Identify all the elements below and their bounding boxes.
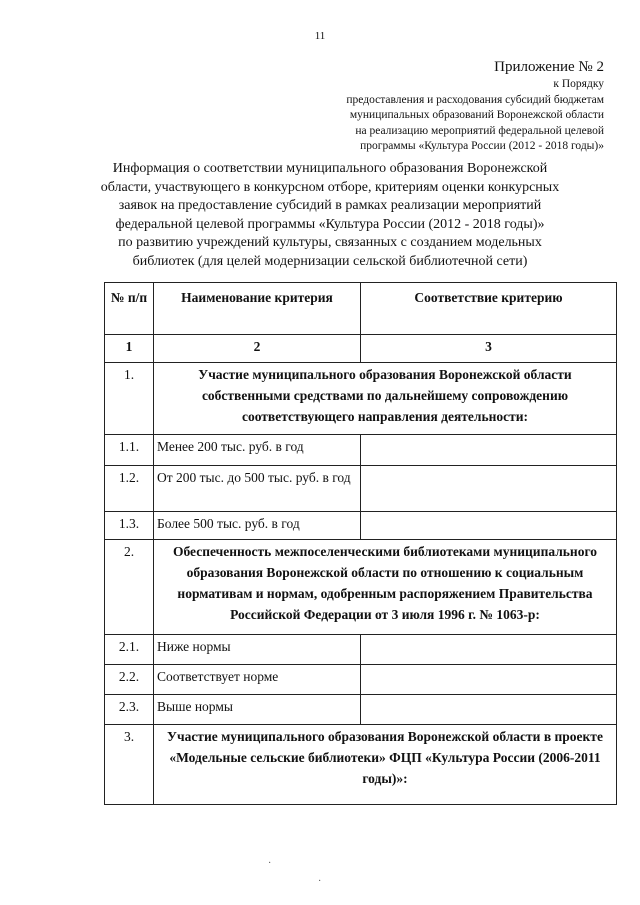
section-row xyxy=(105,363,617,435)
row-value[interactable] xyxy=(361,635,617,665)
section-number: 1. xyxy=(105,363,154,435)
row-number: 1.1. xyxy=(105,435,154,466)
table-row xyxy=(105,512,617,540)
heading-line: Информация о соответствии муниципального образования Воронежской xyxy=(112,161,548,176)
section-title: Участие муниципального образования Воронежской области собственными средствами по дальнейшему сопровождению соответствующего направления деятельности: xyxy=(154,363,617,435)
appendix-line: муниципальных образований Воронежской области xyxy=(349,109,604,121)
appendix-title: Приложение № 2 xyxy=(494,59,604,75)
table-header-row xyxy=(105,283,617,335)
table-row xyxy=(105,635,617,665)
scan-speck: · xyxy=(318,876,322,887)
appendix-block xyxy=(346,58,604,155)
heading-line: библиотек (для целей модернизации сельской библиотечной сети) xyxy=(132,253,528,269)
row-value[interactable] xyxy=(361,665,617,695)
row-number: 1.3. xyxy=(105,512,154,540)
appendix-line: к Порядку xyxy=(553,78,604,90)
criteria-table xyxy=(104,282,617,805)
row-criterion: Менее 200 тыс. руб. в год xyxy=(154,435,361,466)
appendix-line: предоставления и расходования субсидий бюджетам xyxy=(346,93,604,106)
table-row xyxy=(105,695,617,725)
row-number: 2.3. xyxy=(105,695,154,725)
table-row xyxy=(105,466,617,512)
row-criterion: Выше нормы xyxy=(154,695,361,725)
row-criterion: Ниже нормы xyxy=(154,635,361,665)
column-number: 3 xyxy=(361,335,617,363)
row-criterion: От 200 тыс. до 500 тыс. руб. в год xyxy=(154,466,361,512)
section-title: Участие муниципального образования Воронежской области в проекте «Модельные сельские библиотеки» ФЦП «Культура России (2006-2011 годы)»: xyxy=(154,725,617,805)
row-value[interactable] xyxy=(361,435,617,466)
row-criterion: Соответствует норме xyxy=(154,665,361,695)
row-value[interactable] xyxy=(361,466,617,512)
appendix-line: на реализацию мероприятий федеральной целевой xyxy=(355,124,604,137)
row-value[interactable] xyxy=(361,512,617,540)
section-row xyxy=(105,540,617,635)
column-number-row xyxy=(105,335,617,363)
row-number: 2.2. xyxy=(105,665,154,695)
column-number: 2 xyxy=(154,335,361,363)
heading-line: заявок на предоставление субсидий в рамках реализации мероприятий xyxy=(118,198,542,213)
table-row xyxy=(105,665,617,695)
row-number: 1.2. xyxy=(105,466,154,512)
heading-line: федеральной целевой программы «Культура России (2012 - 2018 годы)» xyxy=(115,216,545,232)
header-criterion-name: Наименование критерия xyxy=(154,283,361,335)
row-value[interactable] xyxy=(361,695,617,725)
header-number: № п/п xyxy=(105,283,154,335)
section-row xyxy=(105,725,617,805)
row-criterion: Более 500 тыс. руб. в год xyxy=(154,512,361,540)
section-number: 2. xyxy=(105,540,154,635)
section-title: Обеспеченность межпоселенческими библиотеками муниципального образования Воронежской области по отношению к социальным нормативам и нормам, одобренным распоряжением Правительства Российской Федерации от 3 июля 1996 г. № 1063-р: xyxy=(154,540,617,635)
row-number: 2.1. xyxy=(105,635,154,665)
scan-speck: · xyxy=(268,858,272,869)
table-row xyxy=(105,435,617,466)
page-number: 11 xyxy=(314,30,326,42)
heading-line: области, участвующего в конкурсном отборе, критериям оценки конкурсных xyxy=(100,179,560,195)
appendix-line: программы «Культура России (2012 - 2018 годы)» xyxy=(360,140,604,152)
heading-line: по развитию учреждений культуры, связанных с созданием модельных xyxy=(118,235,542,250)
header-compliance: Соответствие критерию xyxy=(361,283,617,335)
document-heading xyxy=(100,160,560,271)
column-number: 1 xyxy=(105,335,154,363)
section-number: 3. xyxy=(105,725,154,805)
